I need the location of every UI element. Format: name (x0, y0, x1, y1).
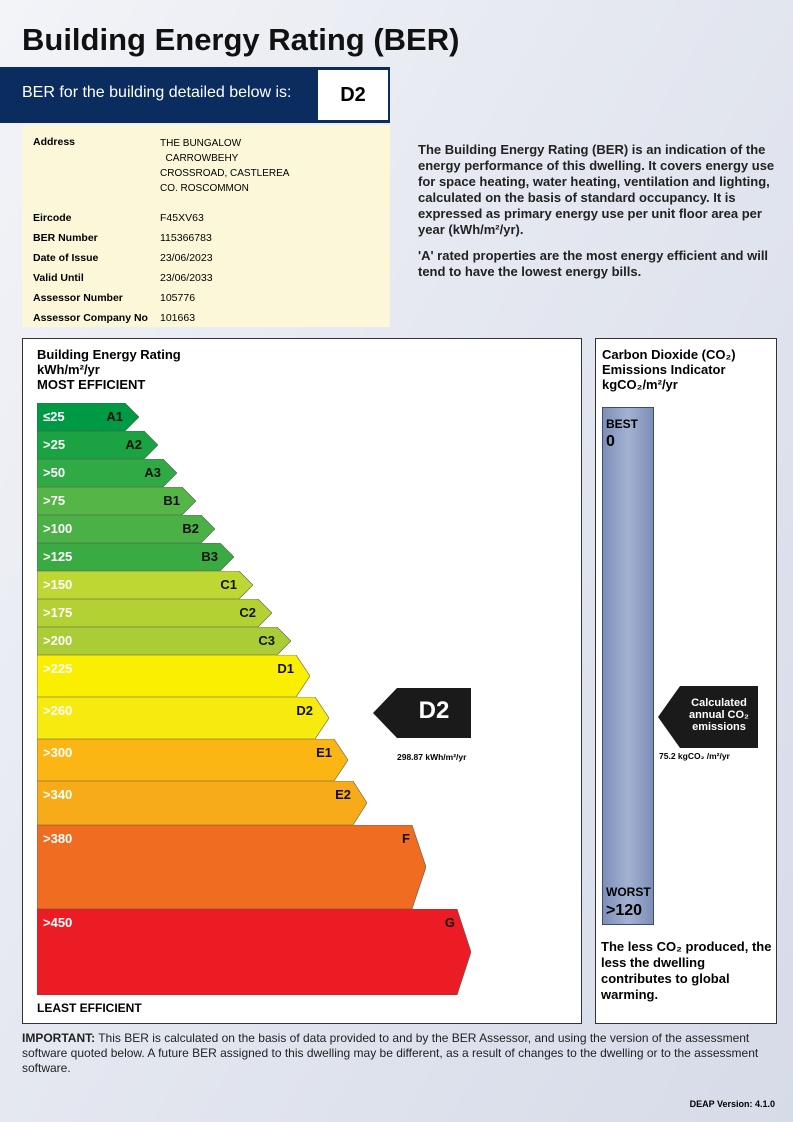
rating-value: 298.87 kWh/m²/yr (397, 752, 467, 762)
most-efficient-label: MOST EFFICIENT (37, 377, 146, 392)
software-version: DEAP Version: 4.1.0 (689, 1099, 775, 1109)
rating-band-grade: A1 (106, 409, 123, 424)
co2-pointer-line: Calculated (691, 697, 747, 709)
detail-value: 23/06/2033 (160, 272, 213, 284)
address-line: CO. ROSCOMMON (160, 183, 249, 194)
co2-panel-title (602, 347, 736, 392)
co2-pointer (658, 686, 758, 748)
ber-grade-badge: D2 (316, 68, 390, 122)
least-efficient-label: LEAST EFFICIENT (37, 1001, 142, 1015)
rating-band-range: >200 (43, 633, 73, 648)
rating-band-grade: C2 (239, 605, 256, 620)
rating-band-grade: D1 (277, 661, 294, 676)
address-label: Address (33, 136, 76, 148)
important-text: This BER is calculated on the basis of data provided to and by the BER Assessor, and using the version of the assessment software quoted below. A future BER assigned to this dwelling may be different, as a result of changes to the dwelling or to the assessment software. (22, 1031, 759, 1075)
detail-label: Assessor Number (33, 292, 123, 304)
co2-note: The less CO₂ produced, the less the dwelling contributes to global warming. (601, 939, 772, 1002)
co2-panel (595, 338, 777, 1024)
address-line: CARROWBEHY (160, 153, 239, 164)
detail-label: Valid Until (33, 272, 84, 284)
rating-band-d2 (37, 697, 329, 739)
rating-band-grade: A2 (125, 437, 142, 452)
rating-band-range: >100 (43, 521, 73, 536)
rating-pointer (373, 688, 471, 738)
building-details-box (22, 125, 390, 327)
rating-band-range: >175 (43, 605, 73, 620)
detail-label: Date of Issue (33, 252, 99, 264)
rating-band-grade: B2 (182, 521, 199, 536)
rating-band-grade: D2 (296, 703, 313, 718)
rating-panel-title (37, 347, 181, 392)
rating-band-b2 (37, 515, 215, 543)
rating-band-b3 (37, 543, 234, 571)
rating-band-c1 (37, 571, 253, 599)
co2-worst-label: WORST (606, 885, 651, 899)
rating-band-grade: B3 (201, 549, 218, 564)
rating-unit-line: kWh/m²/yr (37, 362, 100, 377)
co2-title-line: Carbon Dioxide (CO₂) (602, 347, 736, 362)
co2-pointer-line: emissions (692, 721, 746, 733)
rating-band-a3 (37, 459, 177, 487)
co2-title-line: Emissions Indicator (602, 362, 726, 377)
detail-value: 115366783 (160, 232, 212, 244)
rating-band-shape (37, 697, 329, 739)
detail-label: BER Number (33, 232, 98, 244)
co2-best-value: 0 (606, 433, 615, 450)
rating-band-shape (37, 627, 291, 655)
rating-band-grade: A3 (144, 465, 161, 480)
rating-band-c2 (37, 599, 272, 627)
rating-band-a2 (37, 431, 158, 459)
rating-band-b1 (37, 487, 196, 515)
rating-band-shape (37, 739, 348, 781)
rating-band-f (37, 825, 426, 909)
rating-band-grade: C1 (220, 577, 237, 592)
detail-value: 101663 (160, 312, 196, 324)
rating-band-range: >260 (43, 703, 73, 718)
ber-description (418, 142, 778, 290)
rating-band-shape (37, 655, 310, 697)
co2-value: 75.2 kgCO₂ /m²/yr (659, 751, 730, 761)
rating-band-range: >450 (43, 915, 73, 930)
rating-band-c3 (37, 627, 291, 655)
description-paragraph: 'A' rated properties are the most energy efficient and will tend to have the lowest energy bills. (418, 248, 769, 279)
co2-best-label: BEST (606, 417, 639, 431)
rating-band-grade: E1 (316, 745, 332, 760)
important-notice (22, 1031, 762, 1076)
description-paragraph: The Building Energy Rating (BER) is an indication of the energy performance of this dwelling. It covers energy use for space heating, water heating, ventilation and lighting, calculated on the basis of standard occupancy. It is expressed as primary energy use per unit floor area per year (kWh/m²/yr). (418, 142, 775, 237)
rating-band-d1 (37, 655, 310, 697)
co2-scale-bar (602, 407, 654, 925)
rating-band-range: >50 (43, 465, 66, 480)
rating-pointer-grade: D2 (418, 697, 450, 724)
rating-band-e1 (37, 739, 348, 781)
rating-band-grade: G (444, 915, 455, 930)
rating-band-range: >340 (43, 787, 73, 802)
detail-value: 105776 (160, 292, 196, 304)
page-title: Building Energy Rating (BER) (22, 22, 460, 57)
ber-statement: BER for the building detailed below is: (22, 84, 292, 101)
rating-band-shape (37, 825, 426, 909)
address-line: CROSSROAD, CASTLEREA (160, 168, 290, 179)
rating-band-grade: E2 (335, 787, 351, 802)
rating-band-shape (37, 909, 471, 995)
rating-band-range: >300 (43, 745, 73, 760)
rating-band-range: >150 (43, 577, 73, 592)
rating-band-grade: B1 (163, 493, 180, 508)
rating-band-grade: C3 (258, 633, 275, 648)
rating-band-range: ≤25 (43, 409, 65, 424)
co2-unit-line: kgCO₂/m²/yr (602, 377, 678, 392)
address-value (160, 136, 289, 196)
rating-band-range: >25 (43, 437, 66, 452)
rating-band-range: >125 (43, 549, 73, 564)
rating-band-a1 (37, 403, 139, 431)
detail-value: F45XV63 (160, 212, 204, 224)
address-line: THE BUNGALOW (160, 138, 242, 149)
important-label: IMPORTANT: (22, 1031, 96, 1045)
detail-label: Assessor Company No (33, 312, 148, 324)
rating-band-range: >380 (43, 831, 73, 846)
detail-label: Eircode (33, 212, 72, 224)
co2-pointer-text (680, 697, 758, 733)
rating-band-grade: F (402, 831, 410, 846)
rating-band-e2 (37, 781, 367, 825)
co2-worst-value: >120 (606, 902, 643, 919)
energy-rating-panel (22, 338, 582, 1024)
rating-band-g (37, 909, 471, 995)
detail-value: 23/06/2023 (160, 252, 213, 264)
rating-band-range: >225 (43, 661, 73, 676)
rating-band-shape (37, 781, 367, 825)
rating-title-line: Building Energy Rating (37, 347, 181, 362)
rating-band-range: >75 (43, 493, 66, 508)
co2-pointer-line: annual CO₂ (689, 709, 749, 721)
